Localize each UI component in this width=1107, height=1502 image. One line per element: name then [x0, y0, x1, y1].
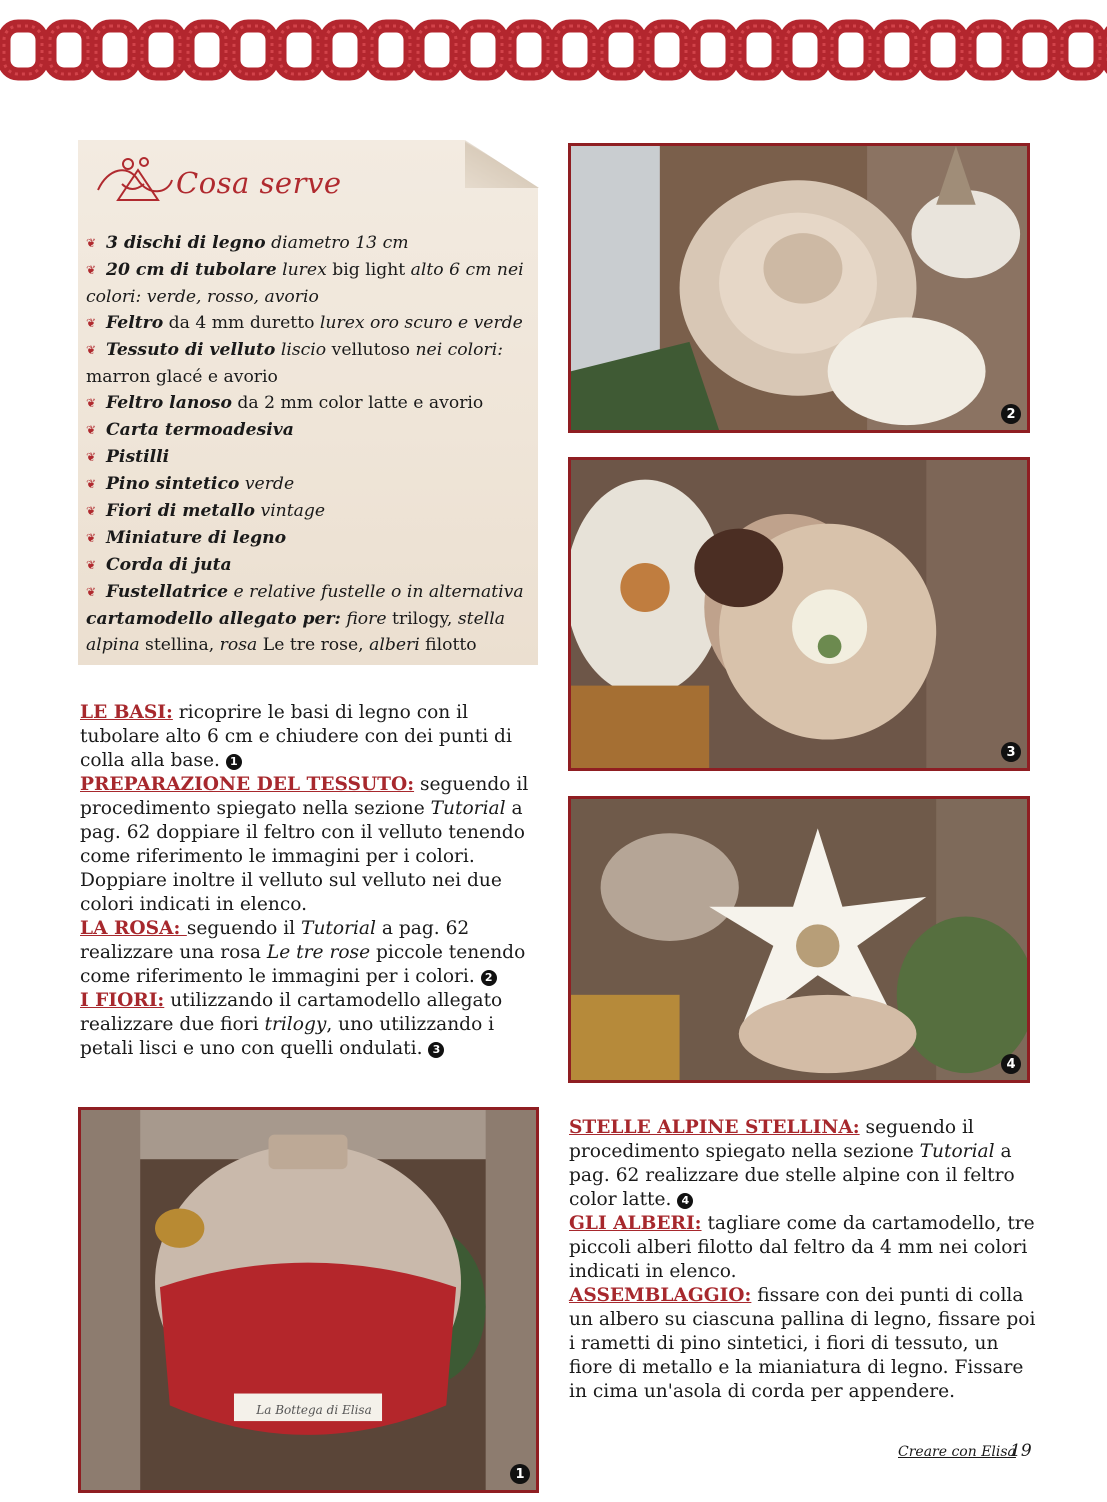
- instruction-paragraph: [569, 1284, 1037, 1404]
- body-text: seguendo il: [186, 918, 302, 939]
- material-item: [86, 471, 532, 498]
- brand-label: La Bottega di Elisa: [256, 1403, 372, 1417]
- bold-term: 20 cm di tubolare: [106, 260, 277, 280]
- bold-term: Tessuto di velluto: [106, 340, 276, 360]
- page-number: 19: [1010, 1441, 1032, 1461]
- leaf-bullet-icon: ❦: [86, 450, 97, 464]
- material-item: [86, 230, 532, 257]
- materials-list: [86, 230, 532, 658]
- leaf-bullet-icon: ❦: [86, 263, 97, 277]
- italic-text: trilogy: [264, 1014, 327, 1035]
- material-item: [86, 257, 532, 310]
- instruction-paragraph: [80, 917, 542, 989]
- italic-text: nei colori:: [415, 340, 503, 360]
- leaf-bullet-icon: ❦: [86, 558, 97, 572]
- photo-number-badge: 3: [1001, 742, 1021, 762]
- bold-term: Feltro lanoso: [106, 393, 232, 413]
- leaf-bullet-icon: ❦: [86, 477, 97, 491]
- italic-text: e relative fustelle o in alternativa: [228, 582, 524, 602]
- section-heading: ASSEMBLAGGIO:: [569, 1285, 752, 1306]
- section-heading: LA ROSA:: [80, 918, 187, 939]
- bold-term: Miniature di legno: [106, 528, 287, 548]
- body-text: seguendo il procedimento spiegato nella sezione: [80, 774, 529, 819]
- body-text: tagliare come da cartamodello, tre piccoli alberi filotto dal feltro da 4 mm nei colori indicati in elenco.: [569, 1213, 1035, 1282]
- panel-title: Cosa serve: [176, 166, 342, 200]
- italic-text: lurex oro scuro e verde: [314, 313, 523, 333]
- instructions-right: [569, 1116, 1037, 1404]
- bold-term: Pino sintetico: [106, 474, 240, 494]
- body-text: piccole tenendo come riferimento le immagini per i colori.: [80, 942, 526, 987]
- material-item: [86, 310, 532, 337]
- instruction-paragraph: [569, 1212, 1037, 1284]
- photo-base-ball: [78, 1107, 539, 1493]
- italic-text: Tutorial: [301, 918, 376, 939]
- section-heading: STELLE ALPINE STELLINA:: [569, 1117, 860, 1138]
- bold-term: Fiori di metallo: [106, 501, 256, 521]
- instructions-left: [80, 701, 542, 1061]
- body-text: , uno utilizzando i petali lisci e uno con quelli ondulati.: [80, 1014, 495, 1059]
- instruction-paragraph: [80, 701, 542, 773]
- italic-text: alto 6 cm nei colori: verde, rosso, avorio: [86, 260, 524, 307]
- step-number-badge: 4: [677, 1193, 693, 1209]
- body-text: da 2 mm color latte e avorio: [231, 393, 484, 413]
- section-heading: LE BASI:: [80, 702, 173, 723]
- body-text: Le tre rose,: [257, 635, 370, 655]
- bold-term: 3 dischi di legno: [106, 233, 266, 253]
- material-item: [86, 337, 532, 390]
- bold-term: cartamodello allegato per:: [86, 609, 341, 629]
- material-item: [86, 498, 532, 525]
- instruction-paragraph: [80, 773, 542, 917]
- material-item: [86, 417, 532, 444]
- body-text: da 4 mm: [163, 313, 250, 333]
- bold-term: Corda di juta: [106, 555, 232, 575]
- italic-text: alberi: [369, 635, 420, 655]
- photo-number-badge: 2: [1001, 404, 1021, 424]
- body-text: vellutoso: [331, 340, 416, 360]
- leaf-bullet-icon: ❦: [86, 236, 97, 250]
- material-item: [86, 444, 532, 471]
- section-heading: GLI ALBERI:: [569, 1213, 702, 1234]
- instruction-paragraph: [569, 1116, 1037, 1212]
- italic-text: liscio: [275, 340, 332, 360]
- body-text: utilizzando il cartamodello allegato realizzare due fiori: [80, 990, 503, 1035]
- italic-text: vintage: [255, 501, 326, 521]
- photo-rose: [568, 143, 1030, 433]
- leaf-bullet-icon: ❦: [86, 585, 97, 599]
- bold-term: Pistilli: [106, 447, 170, 467]
- photo-trilogy-flowers: [568, 457, 1030, 771]
- step-number-badge: 1: [226, 754, 242, 770]
- body-text: duretto: [249, 313, 315, 333]
- photo-number-badge: 1: [510, 1464, 530, 1484]
- italic-text: Le tre rose: [266, 942, 371, 963]
- body-text: ricoprire le basi di legno con il tubolare alto 6 cm e chiudere con dei punti di colla alla base.: [80, 702, 512, 771]
- material-item: [86, 525, 532, 552]
- body-text: trilogy,: [386, 609, 458, 629]
- body-text: seguendo il procedimento spiegato nella sezione: [569, 1117, 974, 1162]
- leaf-bullet-icon: ❦: [86, 343, 97, 357]
- italic-text: fiore: [340, 609, 387, 629]
- italic-text: diametro 13 cm: [265, 233, 409, 253]
- italic-text: verde: [239, 474, 295, 494]
- bold-term: Feltro: [106, 313, 164, 333]
- italic-text: stella alpina: [86, 609, 505, 655]
- section-heading: PREPARAZIONE DEL TESSUTO:: [80, 774, 415, 795]
- italic-text: rosa: [219, 635, 258, 655]
- photo-number-badge: 4: [1001, 1054, 1021, 1074]
- material-item: [86, 390, 532, 417]
- italic-text: Tutorial: [919, 1141, 995, 1162]
- step-number-badge: 3: [428, 1042, 444, 1058]
- knitted-chain-border: [0, 14, 1107, 86]
- material-item: [86, 552, 532, 579]
- section-heading: I FIORI:: [80, 990, 165, 1011]
- body-text: a pag. 62 doppiare il feltro con il velluto tenendo come riferimento le immagini per i colori. Doppiare inoltre il velluto sul velluto nei due colori indicati in elenco.: [80, 798, 525, 915]
- body-text: a pag. 62 realizzare una rosa: [80, 918, 470, 963]
- italic-text: lurex: [276, 260, 327, 280]
- leaf-bullet-icon: ❦: [86, 316, 97, 330]
- photo-edelweiss: [568, 796, 1030, 1083]
- bold-term: Fustellatrice: [106, 582, 229, 602]
- body-text: marron glacé e avorio: [86, 367, 278, 387]
- leaf-bullet-icon: ❦: [86, 396, 97, 410]
- magazine-name: Creare con Elisa: [898, 1444, 1016, 1460]
- italic-text: Tutorial: [430, 798, 506, 819]
- leaf-bullet-icon: ❦: [86, 531, 97, 545]
- body-text: stellina,: [139, 635, 220, 655]
- body-text: a pag. 62 realizzare due stelle alpine con il feltro color latte.: [569, 1141, 1015, 1210]
- leaf-bullet-icon: ❦: [86, 423, 97, 437]
- sewing-kit-icon: [88, 150, 176, 210]
- material-item: [86, 579, 532, 658]
- bold-term: Carta termoadesiva: [106, 420, 294, 440]
- body-text: filotto: [419, 635, 477, 655]
- step-number-badge: 2: [481, 970, 497, 986]
- body-text: big light: [326, 260, 411, 280]
- leaf-bullet-icon: ❦: [86, 504, 97, 518]
- instruction-paragraph: [80, 989, 542, 1061]
- body-text: fissare con dei punti di colla un albero su ciascuna pallina di legno, fissare poi i rametti di pino sintetici, i fiori di tessuto, un fiore di metallo e la mianiatura di legno. Fissare in cima un'asola di corda per appendere.: [569, 1285, 1036, 1402]
